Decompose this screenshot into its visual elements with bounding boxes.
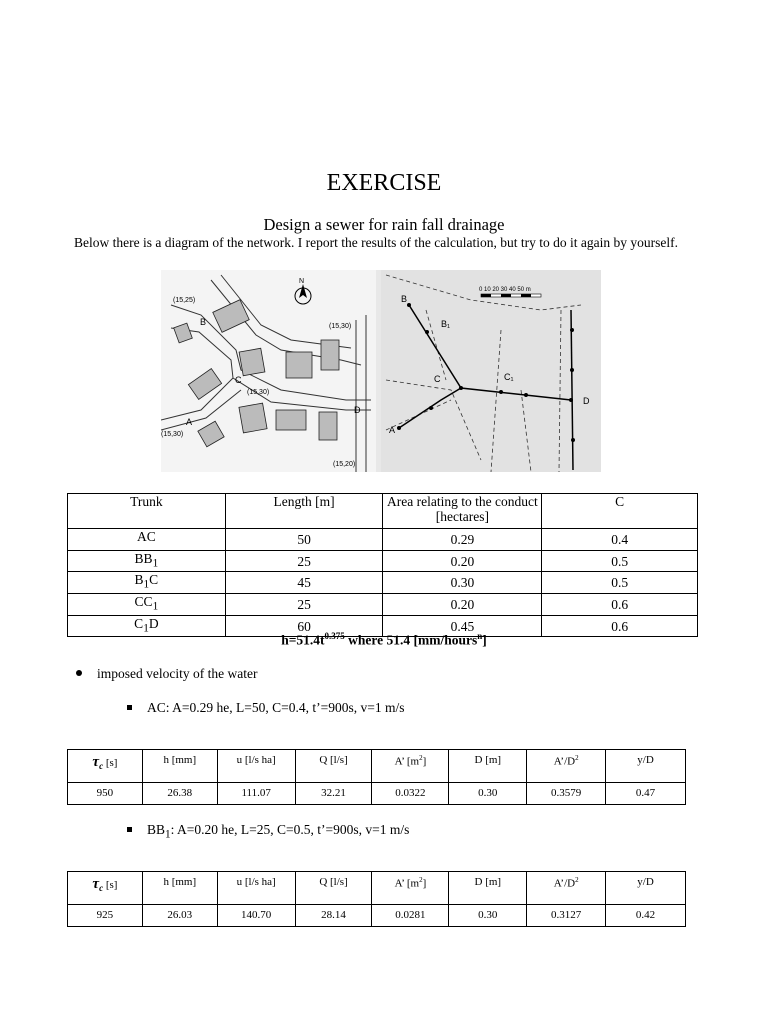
table-row bbox=[68, 905, 686, 927]
header-u: u [l/s ha] bbox=[217, 750, 295, 783]
node-label-b: B bbox=[401, 294, 408, 304]
header-d: D [m] bbox=[449, 872, 527, 905]
north-label: N bbox=[299, 278, 305, 285]
trunk-name: $BB_1$ bbox=[68, 550, 226, 572]
results-header-row bbox=[68, 750, 686, 783]
header-tc: $\tau_c$ [s] bbox=[68, 750, 143, 783]
trunk-table bbox=[67, 493, 698, 637]
trunk-area: 0.29 bbox=[383, 529, 542, 551]
node-label-c1: C₁ bbox=[504, 372, 514, 382]
header-yd: y/D bbox=[606, 872, 686, 905]
trunk-area: 0.45 bbox=[383, 615, 542, 637]
header-h: h [mm] bbox=[142, 872, 217, 905]
table-row bbox=[68, 572, 698, 594]
rainfall-formula: $h=51.4t^{0.375}$ where 51.4 [mm/hours$^n$] bbox=[281, 631, 487, 648]
table-row bbox=[68, 550, 698, 572]
value-tc: 950 bbox=[68, 783, 143, 805]
trunk-length: 25 bbox=[225, 550, 383, 572]
page-title: EXERCISE bbox=[326, 170, 442, 196]
intro-paragraph: Below there is a diagram of the network. I report the results of the calculation, but try to do it again by yourself. bbox=[74, 235, 678, 250]
header-u: u [l/s ha] bbox=[217, 872, 295, 905]
trunk-c: 0.5 bbox=[542, 572, 698, 594]
value-ad2: 0.3579 bbox=[527, 783, 606, 805]
node-label-c: C bbox=[434, 374, 441, 384]
scale-bar-label: 0 10 20 30 40 50 m bbox=[479, 287, 531, 293]
bullet-dot-icon bbox=[76, 670, 82, 676]
square-bullet-icon bbox=[127, 705, 132, 710]
value-ad2: 0.3127 bbox=[527, 905, 606, 927]
node-label-a: A bbox=[186, 417, 193, 427]
trunk-area: 0.30 bbox=[383, 572, 542, 594]
value-d: 0.30 bbox=[449, 783, 527, 805]
elevation-label: (15,25) bbox=[173, 297, 196, 304]
value-q: 28.14 bbox=[295, 905, 372, 927]
header-yd: y/D bbox=[606, 750, 686, 783]
trunk-c: 0.4 bbox=[542, 529, 698, 551]
page-subtitle: Design a sewer for rain fall drainage bbox=[263, 215, 505, 234]
value-q: 32.21 bbox=[295, 783, 372, 805]
network-diagram bbox=[161, 270, 601, 472]
header-q: Q [l/s] bbox=[295, 750, 372, 783]
header-area: Area relating to the conduct [hectares] bbox=[383, 494, 542, 529]
trunk-length: 45 bbox=[225, 572, 383, 594]
value-yd: 0.47 bbox=[606, 783, 686, 805]
node-label-b: B bbox=[200, 317, 207, 327]
results-header-row bbox=[68, 872, 686, 905]
table-row bbox=[68, 529, 698, 551]
trunk-table-header bbox=[68, 494, 698, 529]
trunk-name: $C_1D$ bbox=[68, 615, 226, 637]
square-bullet-icon bbox=[127, 827, 132, 832]
trunk-name: $B_1C$ bbox=[68, 572, 226, 594]
node-label-d: D bbox=[354, 405, 361, 415]
header-trunk: Trunk bbox=[68, 494, 226, 529]
elevation-label: (15,30) bbox=[329, 323, 352, 330]
node-label-d: D bbox=[583, 396, 590, 406]
bb1-parameters: $BB_1$: A=0.20 he, L=25, C=0.5, t’=900s, v=1 m/s bbox=[127, 822, 409, 841]
trunk-c: 0.5 bbox=[542, 550, 698, 572]
bullet-item: imposed velocity of the water bbox=[76, 666, 257, 682]
elevation-label: (15,30) bbox=[247, 389, 270, 396]
trunk-area: 0.20 bbox=[383, 550, 542, 572]
header-ad2: $A’/D^2$ bbox=[527, 750, 606, 783]
table-row bbox=[68, 594, 698, 616]
header-ad2: $A’/D^2$ bbox=[527, 872, 606, 905]
table-row bbox=[68, 783, 686, 805]
value-yd: 0.42 bbox=[606, 905, 686, 927]
header-q: Q [l/s] bbox=[295, 872, 372, 905]
trunk-name: $CC_1$ bbox=[68, 594, 226, 616]
trunk-name: AC bbox=[68, 529, 226, 551]
header-c: C bbox=[542, 494, 698, 529]
trunk-length: 25 bbox=[225, 594, 383, 616]
trunk-length: 60 bbox=[225, 615, 383, 637]
value-a: 0.0281 bbox=[372, 905, 449, 927]
value-h: 26.03 bbox=[142, 905, 217, 927]
node-label-a: A bbox=[389, 425, 396, 435]
trunk-length: 50 bbox=[225, 529, 383, 551]
trunk-area: 0.20 bbox=[383, 594, 542, 616]
header-length: Length [m] bbox=[225, 494, 383, 529]
elevation-label: (15,20) bbox=[333, 461, 356, 468]
node-label-c: C bbox=[235, 375, 242, 385]
header-a: A’ $[m^2]$ bbox=[372, 872, 449, 905]
header-d: D [m] bbox=[449, 750, 527, 783]
node-label-b1: B₁ bbox=[441, 319, 451, 329]
elevation-label: (15,30) bbox=[161, 431, 184, 438]
header-a: A’ $[m^2]$ bbox=[372, 750, 449, 783]
trunk-c: 0.6 bbox=[542, 594, 698, 616]
value-u: 111.07 bbox=[217, 783, 295, 805]
ac-parameters: AC: A=0.29 he, L=50, C=0.4, t’=900s, v=1 m/s bbox=[127, 700, 404, 716]
value-d: 0.30 bbox=[449, 905, 527, 927]
value-tc: 925 bbox=[68, 905, 143, 927]
value-h: 26.38 bbox=[142, 783, 217, 805]
header-tc: $\tau_c$ [s] bbox=[68, 872, 143, 905]
header-h: h [mm] bbox=[142, 750, 217, 783]
value-u: 140.70 bbox=[217, 905, 295, 927]
bb1-results-table bbox=[67, 871, 686, 927]
value-a: 0.0322 bbox=[372, 783, 449, 805]
trunk-c: 0.6 bbox=[542, 615, 698, 637]
ac-results-table bbox=[67, 749, 686, 805]
